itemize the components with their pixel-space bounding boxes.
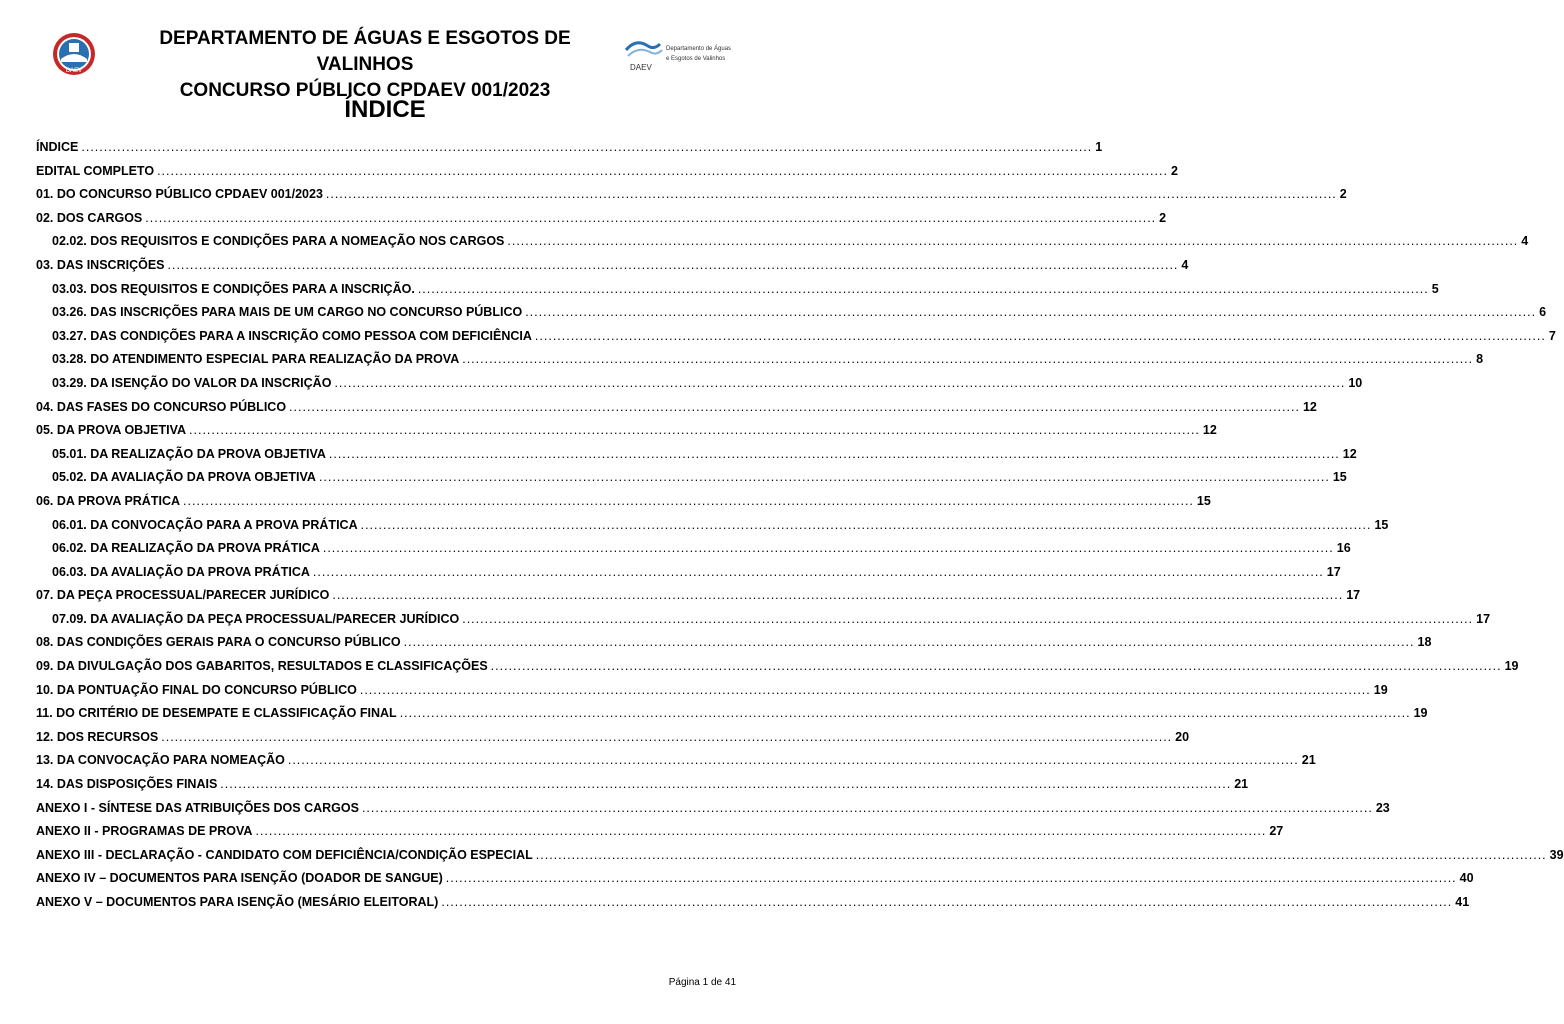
toc-entry-page: 17 xyxy=(1326,564,1341,579)
toc-entry[interactable] xyxy=(36,281,1439,306)
seal-text: DAEV xyxy=(65,68,83,74)
toc-entry[interactable] xyxy=(36,517,1389,542)
logo-right-text1: Departamento de Águas xyxy=(666,46,732,52)
toc-entry-label: ANEXO III - DECLARAÇÃO - CANDIDATO COM DEFICIÊNCIA/CONDIÇÃO ESPECIAL xyxy=(36,847,533,862)
toc-entry-label: 03. DAS INSCRIÇÕES xyxy=(36,257,165,272)
toc-entry[interactable] xyxy=(36,375,1363,400)
toc-dot-leader xyxy=(255,824,1266,838)
toc-entry[interactable] xyxy=(36,753,1316,777)
page-number: Página 1 de 41 xyxy=(668,977,736,988)
toc-entry-page: 15 xyxy=(1374,517,1389,532)
toc-dot-leader xyxy=(491,659,1502,673)
toc-entry-label: 03.27. DAS CONDIÇÕES PARA A INSCRIÇÃO COMO PESSOA COM DEFICIÊNCIA xyxy=(52,328,532,343)
toc-entry[interactable] xyxy=(36,611,1491,636)
toc-dot-leader xyxy=(329,447,1340,461)
toc-entry-label: 03.29. DA ISENÇÃO DO VALOR DA INSCRIÇÃO xyxy=(52,375,332,390)
logo-right-text2: e Esgotos de Valinhos xyxy=(666,56,726,62)
toc-entry-label: 13. DA CONVOCAÇÃO PARA NOMEAÇÃO xyxy=(36,753,285,768)
toc-entry-page: 17 xyxy=(1476,611,1491,626)
toc-entry-label: 07.09. DA AVALIAÇÃO DA PEÇA PROCESSUAL/PARECER JURÍDICO xyxy=(52,611,460,626)
toc-entry-label: 02.02. DOS REQUISITOS E CONDIÇÕES PARA A NOMEAÇÃO NOS CARGOS xyxy=(52,234,505,249)
toc-entry-label: 03.03. DOS REQUISITOS E CONDIÇÕES PARA A INSCRIÇÃO. xyxy=(52,281,415,296)
toc-entry[interactable] xyxy=(36,564,1341,589)
toc-entry[interactable] xyxy=(36,847,1564,872)
toc-entry-page: 20 xyxy=(1175,729,1190,744)
toc-entry-page: 12 xyxy=(1342,446,1357,461)
toc-entry[interactable] xyxy=(36,729,1190,754)
toc-entry-label: 12. DOS RECURSOS xyxy=(36,729,159,744)
toc-entry-page: 2 xyxy=(1339,187,1347,202)
toc-entry-label: 09. DA DIVULGAÇÃO DOS GABARITOS, RESULTADOS E CLASSIFICAÇÕES xyxy=(36,659,488,674)
toc-dot-leader xyxy=(220,777,1231,791)
wave-logo-icon xyxy=(624,30,732,76)
toc-dot-leader xyxy=(189,423,1200,437)
toc-entry[interactable] xyxy=(36,140,1103,164)
toc-dot-leader xyxy=(507,234,1518,248)
header-title-line1: DEPARTAMENTO DE ÁGUAS E ESGOTOS DE VALINHOS xyxy=(159,28,571,75)
toc-dot-leader xyxy=(145,211,1156,225)
toc-entry-label: 05.01. DA REALIZAÇÃO DA PROVA OBJETIVA xyxy=(52,446,326,461)
toc-entry-page: 39 xyxy=(1549,847,1564,862)
toc-entry-label: 01. DO CONCURSO PÚBLICO CPDAEV 001/2023 xyxy=(36,187,323,202)
toc-entry-label: EDITAL COMPLETO xyxy=(36,163,155,178)
toc-dot-leader xyxy=(525,305,1536,319)
toc-entry-page: 41 xyxy=(1455,895,1470,909)
toc-dot-leader xyxy=(334,376,1345,390)
toc-entry[interactable] xyxy=(36,234,1529,258)
toc-dot-leader xyxy=(326,187,1337,201)
toc-dot-leader xyxy=(362,801,1373,815)
toc-dot-leader xyxy=(361,518,1372,532)
toc-dot-leader xyxy=(81,140,1092,154)
toc-entry-page: 23 xyxy=(1375,800,1390,815)
toc-entry-page: 6 xyxy=(1539,305,1547,320)
toc-entry[interactable] xyxy=(36,706,1428,730)
toc-entry-page: 2 xyxy=(1159,210,1167,225)
toc-entry-page: 12 xyxy=(1302,399,1317,414)
toc-entry-page: 4 xyxy=(1521,234,1529,249)
toc-entry-page: 8 xyxy=(1476,352,1484,367)
toc-dot-leader xyxy=(319,470,1330,484)
toc-entry-page: 19 xyxy=(1413,706,1428,721)
toc-entry-page: 16 xyxy=(1336,541,1351,556)
toc-entry-label: 11. DO CRITÉRIO DE DESEMPATE E CLASSIFICAÇÃO FINAL xyxy=(36,706,397,721)
toc-entry-label: 04. DAS FASES DO CONCURSO PÚBLICO xyxy=(36,399,287,414)
toc-entry-label: 05. DA PROVA OBJETIVA xyxy=(36,423,187,438)
toc-entry-label: 05.02. DA AVALIAÇÃO DA PROVA OBJETIVA xyxy=(52,470,316,485)
header-titles xyxy=(110,26,620,104)
toc-entry-page: 21 xyxy=(1234,777,1249,792)
toc-entry[interactable] xyxy=(36,659,1519,683)
index-title: ÍNDICE xyxy=(344,96,426,123)
toc-dot-leader xyxy=(323,541,1334,555)
toc-entry[interactable] xyxy=(36,470,1347,494)
toc-dot-leader xyxy=(313,565,1324,579)
toc-entry-page: 17 xyxy=(1346,588,1361,603)
toc-entry-label: 03.26. DAS INSCRIÇÕES PARA MAIS DE UM CARGO NO CONCURSO PÚBLICO xyxy=(52,305,523,320)
toc-entry-page: 40 xyxy=(1459,871,1474,886)
toc-entry[interactable] xyxy=(36,446,1357,471)
toc-entry-label: 06. DA PROVA PRÁTICA xyxy=(36,493,181,508)
toc-dot-leader xyxy=(404,635,1415,649)
toc-entry[interactable] xyxy=(36,871,1474,895)
toc-entry[interactable] xyxy=(36,635,1432,659)
toc-entry-page: 1 xyxy=(1095,140,1103,154)
toc-dot-leader xyxy=(446,871,1457,885)
toc-entry[interactable] xyxy=(36,210,1167,235)
toc-entry-label: ANEXO II - PROGRAMAS DE PROVA xyxy=(36,824,253,839)
toc-entry[interactable] xyxy=(36,305,1547,329)
toc-entry-page: 19 xyxy=(1373,682,1388,697)
toc-entry-page: 4 xyxy=(1181,257,1189,272)
toc-entry[interactable] xyxy=(36,895,1470,919)
toc-entry-label: 03.28. DO ATENDIMENTO ESPECIAL PARA REALIZAÇÃO DA PROVA xyxy=(52,352,460,367)
page-header xyxy=(0,22,770,101)
toc-entry-page: 7 xyxy=(1548,328,1556,343)
toc-entry-page: 15 xyxy=(1332,470,1347,485)
toc-entry-label: 06.01. DA CONVOCAÇÃO PARA A PROVA PRÁTICA xyxy=(52,517,358,532)
toc-entry[interactable] xyxy=(36,493,1211,518)
toc-entry-label: 06.02. DA REALIZAÇÃO DA PROVA PRÁTICA xyxy=(52,541,320,556)
toc-entry-page: 5 xyxy=(1431,281,1439,296)
toc-entry-label: ANEXO V – DOCUMENTOS PARA ISENÇÃO (MESÁRIO ELEITORAL) xyxy=(36,895,439,909)
toc-dot-leader xyxy=(288,753,1299,767)
toc-entry-label: 07. DA PEÇA PROCESSUAL/PARECER JURÍDICO xyxy=(36,588,330,603)
toc-entry-label: 02. DOS CARGOS xyxy=(36,210,143,225)
toc-dot-leader xyxy=(441,895,1452,909)
toc-entry-label: 06.03. DA AVALIAÇÃO DA PROVA PRÁTICA xyxy=(52,564,310,579)
toc-entry[interactable] xyxy=(36,257,1189,282)
toc-dot-leader xyxy=(400,706,1411,720)
toc-dot-leader xyxy=(418,282,1429,296)
table-of-contents xyxy=(36,140,1564,919)
toc-dot-leader xyxy=(161,730,1172,744)
toc-dot-leader xyxy=(360,683,1371,697)
toc-dot-leader xyxy=(168,258,1179,272)
toc-entry[interactable] xyxy=(36,541,1351,565)
toc-entry-label: 08. DAS CONDIÇÕES GERAIS PARA O CONCURSO PÚBLICO xyxy=(36,635,401,650)
toc-entry[interactable] xyxy=(36,588,1361,612)
toc-entry-page: 19 xyxy=(1504,659,1519,674)
toc-entry-page: 15 xyxy=(1196,493,1211,508)
toc-entry[interactable] xyxy=(36,352,1484,376)
toc-entry[interactable] xyxy=(36,824,1284,848)
toc-dot-leader xyxy=(289,400,1300,414)
toc-entry[interactable] xyxy=(36,800,1390,825)
toc-entry-page: 27 xyxy=(1269,824,1284,839)
toc-dot-leader xyxy=(462,612,1473,626)
toc-entry[interactable] xyxy=(36,423,1217,447)
toc-entry-page: 18 xyxy=(1417,635,1432,650)
toc-entry[interactable] xyxy=(36,328,1556,353)
toc-entry-label: ANEXO IV – DOCUMENTOS PARA ISENÇÃO (DOADOR DE SANGUE) xyxy=(36,871,443,886)
toc-dot-leader xyxy=(535,329,1546,343)
toc-dot-leader xyxy=(157,164,1168,178)
toc-dot-leader xyxy=(183,494,1194,508)
toc-entry-label: 10. DA PONTUAÇÃO FINAL DO CONCURSO PÚBLICO xyxy=(36,682,357,697)
toc-entry[interactable] xyxy=(36,777,1249,801)
toc-entry-label: ÍNDICE xyxy=(36,140,79,154)
toc-dot-leader xyxy=(536,848,1547,862)
toc-entry-page: 10 xyxy=(1348,375,1363,390)
toc-entry[interactable] xyxy=(36,187,1347,211)
logo-right-abbr: DAEV xyxy=(630,63,652,72)
toc-dot-leader xyxy=(462,352,1473,366)
seal-icon xyxy=(52,32,96,76)
toc-entry-page: 21 xyxy=(1301,753,1316,768)
toc-dot-leader xyxy=(332,588,1343,602)
toc-entry[interactable] xyxy=(36,163,1178,188)
toc-entry-page: 2 xyxy=(1170,163,1178,178)
toc-entry[interactable] xyxy=(36,399,1317,424)
toc-entry-label: 14. DAS DISPOSIÇÕES FINAIS xyxy=(36,777,218,792)
toc-entry-page: 12 xyxy=(1202,423,1217,438)
toc-entry[interactable] xyxy=(36,682,1388,707)
header-title-line2: CONCURSO PÚBLICO CPDAEV 001/2023 xyxy=(179,80,551,101)
toc-entry-label: ANEXO I - SÍNTESE DAS ATRIBUIÇÕES DOS CARGOS xyxy=(36,800,359,815)
